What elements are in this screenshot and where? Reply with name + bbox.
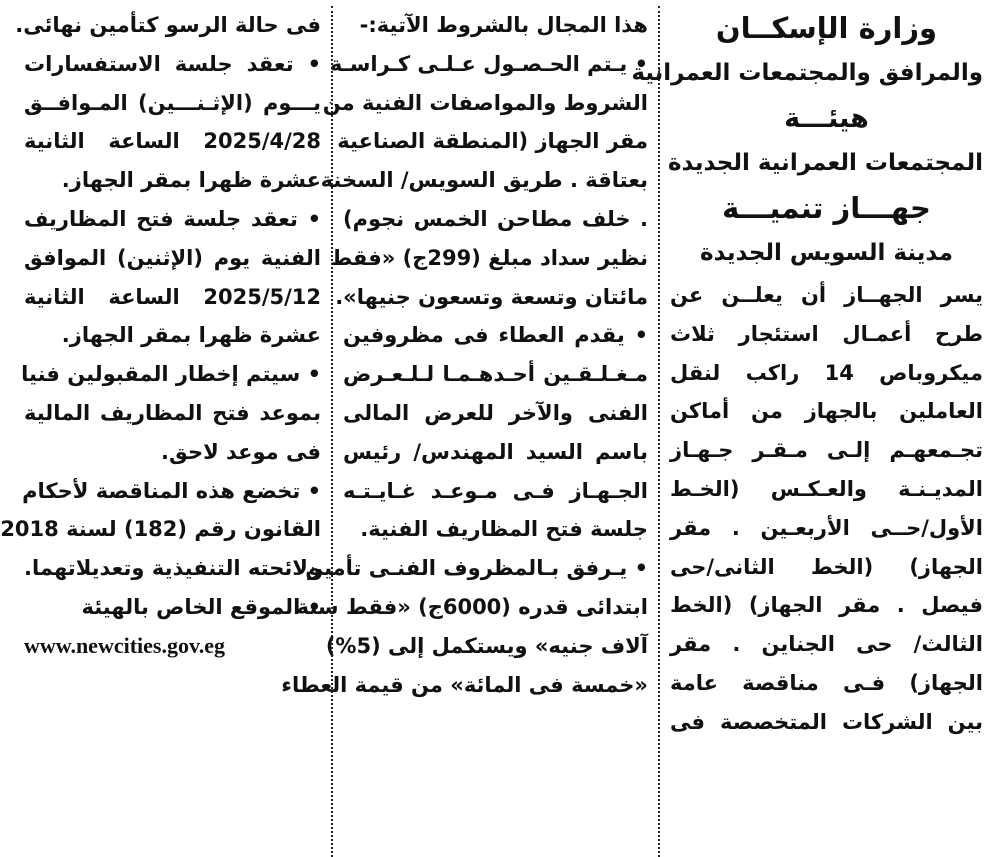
text-line: فيصل . مقر الجهاز) (الخط — [670, 593, 983, 618]
text-line: المديـنـة والعـكـس (الخـط — [670, 476, 983, 501]
text-line: الجـهـاز فـى مـوعـد غـايـتـه — [343, 478, 648, 503]
heading-ministry: وزارة الإسكــان — [715, 11, 938, 45]
right-column — [631, 6, 993, 857]
heading-city-name: مدينة السويس الجديدة — [700, 240, 953, 266]
text-line: مائتان وتسعة وتسعون جنيها». — [335, 284, 648, 309]
text-line: «خمسة فى المائة» من قيمة العطاء — [281, 672, 648, 697]
text-line: • تعقد جلسة فتح المظاريف — [24, 206, 321, 231]
left-column — [0, 6, 331, 857]
text-line: مقر الجهاز (المنطقة الصناعية — [337, 129, 648, 154]
text-line: ميكروباص 14 راكب لنقل — [670, 360, 983, 385]
text-line: يسر الجهــاز أن يعلــن عن — [670, 283, 983, 307]
text-line: الجهاز) فـى مناقصة عامة — [670, 670, 983, 695]
text-line: هذا المجال بالشروط الآتية:- — [359, 13, 648, 37]
text-line: الجهاز) (الخط الثانى/حى — [670, 554, 983, 579]
text-line: • سيتم إخطار المقبولين فنيا — [21, 362, 321, 387]
text-line: 2025/4/28 الساعة الثانية — [24, 129, 321, 154]
text-line: القانون رقم (182) لسنة 2018 — [0, 517, 321, 542]
text-line: . خلف مطاحن الخمس نجوم) — [343, 206, 648, 231]
middle-column — [281, 6, 658, 857]
text-line: بعتاقة . طريق السويس/ السخنة — [320, 168, 648, 193]
website-url: www.newcities.gov.eg — [24, 632, 226, 658]
text-line: العاملين بالجهاز من أماكن — [670, 399, 983, 424]
text-line: • الموقع الخاص بالهيئة — [81, 594, 321, 619]
text-line: فى موعد لاحق. — [161, 439, 321, 464]
heading-utilities: والمرافق والمجتمعات العمرانية — [631, 60, 983, 86]
text-line: ولائحته التنفيذية وتعديلاتهما. — [24, 556, 321, 581]
text-line: الأول/حــى الأربعـين . مقر — [670, 515, 983, 540]
column-divider-left — [331, 6, 333, 857]
text-line: ابتدائى قدره (6000ج) «فقط ستة — [296, 594, 648, 619]
text-line: بموعد فتح المظاريف المالية — [24, 400, 321, 425]
text-line: باسم السيد المهندس/ رئيس — [343, 439, 648, 464]
text-line: جلسة فتح المظاريف الفنية. — [360, 517, 648, 542]
text-line: الشروط والمواصفات الفنية من — [322, 90, 648, 115]
text-line: • يـرفق بـالمظروف الفنـى تأمين — [305, 556, 648, 581]
text-line: تجـمعهـم إلـى مـقـر جـهـاز — [670, 438, 983, 463]
text-line: 2025/5/12 الساعة الثانية — [24, 284, 321, 309]
heading-development-agency: جهـــاز تنميـــة — [722, 191, 931, 225]
text-line: • تعقد جلسة الاستفسارات — [24, 51, 321, 76]
text-line: نظير سداد مبلغ (299ج) «فقط — [330, 245, 648, 270]
text-line: طرح أعمـال استئجار ثلاث — [670, 321, 983, 346]
text-line: عشرة ظهرا بمقر الجهاز. — [61, 323, 321, 348]
text-line: الفنية يوم (الإثنين) الموافق — [24, 245, 321, 270]
text-line: بين الشركات المتخصصة فى — [670, 709, 983, 734]
text-line: • يـتم الحـصـول عـلـى كـراسـة — [329, 51, 648, 76]
heading-authority: هيئـــة — [784, 103, 869, 134]
text-line: الثالث/ حى الجناين . مقر — [670, 632, 983, 657]
text-line: • يقدم العطاء فى مظروفين — [343, 323, 648, 348]
text-line: مـغـلـقـين أحـدهـمـا لـلـعـرض — [343, 362, 648, 387]
text-line: الفنى والآخر للعرض المالى — [343, 400, 648, 425]
text-line: عشرة ظهرا بمقر الجهاز. — [61, 168, 321, 193]
heading-new-communities: المجتمعات العمرانية الجديدة — [667, 150, 983, 176]
text-line: آلاف جنيه» ويستكمل إلى (5%) — [325, 633, 648, 658]
text-line: • تخضع هذه المناقصة لأحكام — [22, 478, 321, 503]
text-line: يـــوم (الإثـنـــين) المـوافــق — [24, 90, 321, 115]
column-divider-right — [658, 6, 660, 857]
text-line: فى حالة الرسو كتأمين نهائى. — [15, 13, 321, 37]
